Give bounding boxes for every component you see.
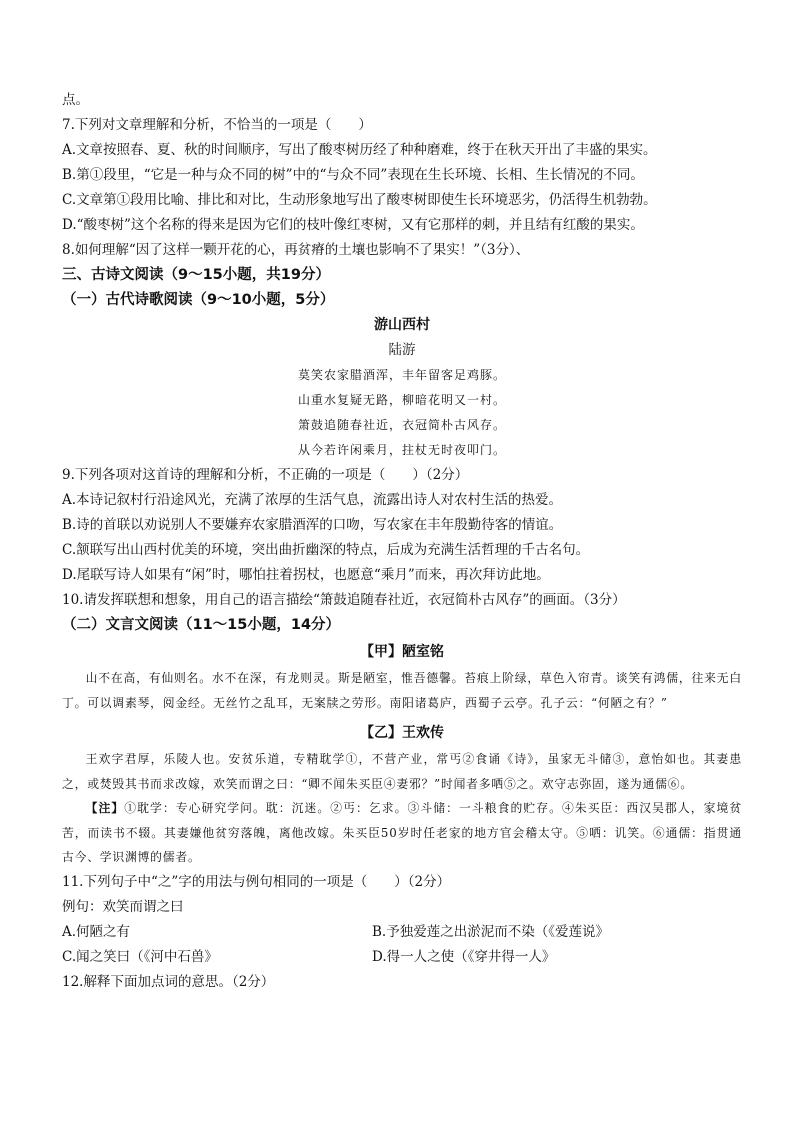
exam-page: [62, 88, 742, 995]
option-a: A.文章按照春、夏、秋的时间顺序，写出了酸枣树历经了种种磨难，终于在秋天开出了丰盛的果实。: [62, 142, 657, 158]
poem-author: 陆游: [388, 342, 416, 358]
text-a-block: [62, 638, 742, 715]
subsection-1-heading: （一）古代诗歌阅读（9～10小题，5分）: [62, 292, 335, 308]
text-line: 点。: [62, 92, 89, 108]
poem-line: 从今若许闲乘月，拄杖无时夜叩门。: [297, 443, 506, 457]
question-10: 10.请发挥联想和想象，用自己的语言描绘“箫鼓追随春社近，衣冠简朴古风存”的画面。（3分）: [62, 592, 626, 608]
question-9-stem: 9.下列各项对这首诗的理解和分析，不正确的一项是（ ）（2分）: [62, 467, 469, 483]
question-11-stem: 11.下列句子中“之”字的用法与例句相同的一项是（ ）（2分）: [62, 873, 451, 890]
option-row: [62, 945, 742, 970]
text-b-body: 王欢字君厚，乐陵人也。安贫乐道，专精耽学①，不营产业，常丐②食诵《诗》，虽家无斗储③，意怡如也。其妻患之，或焚毁其书而求改嫁，欢笑而谓之曰：“卿不闻朱买臣④妻邪？”时闻者多哂⑤之。欢守志弥固，遂为通儒⑥。: [62, 752, 742, 791]
option-c: C.文章第①段用比喻、排比和对比，生动形象地写出了酸枣树即使生长环境恶劣，仍活得生机勃勃。: [62, 192, 657, 208]
text-a-title: 【甲】陋室铭: [360, 644, 444, 660]
poem-line: 山重水复疑无路，柳暗花明又一村。: [297, 393, 506, 407]
question-8: 8.如何理解“因了这样一颗开花的心，再贫瘠的土壤也影响不了果实！”（3分）、: [62, 242, 530, 258]
option-c: C.闻之笑曰（《河中石兽》: [62, 948, 218, 965]
question-9-block: [62, 463, 742, 613]
annotation-text: ①耽学：专心研究学问。耽：沉迷。②丐：乞求。③斗储：一斗粮食的贮存。④朱买臣：西汉吴郡人，家境贫苦，而读书不辍。其妻嫌他贫穷落魄，离他改嫁。朱买臣50岁时任老家的地方官会稽太守。⑤哂：讥笑。⑥通儒：指贯通古今、学识渊博的儒者。: [62, 801, 743, 864]
poem-title: 游山西村: [374, 317, 430, 333]
question-7-block: [62, 88, 742, 263]
option-a: A.本诗记叙村行沿途风光，充满了浓厚的生活气息，流露出诗人对农村生活的热爱。: [62, 492, 563, 508]
option-c: C.颔联写出山西村优美的环境，突出曲折幽深的特点，后成为充满生活哲理的千古名句。: [62, 542, 590, 558]
section-3-heading: 三、古诗文阅读（9～15小题，共19分）: [62, 267, 330, 283]
question-12: 12.解释下面加点词的意思。（2分）: [62, 973, 275, 990]
option-b: B.予独爱莲之出淤泥而不染（《爱莲说》: [372, 923, 609, 940]
question-7-stem: 7.下列对文章理解和分析，不恰当的一项是（ ）: [62, 117, 372, 133]
option-d: D.得一人之使（《穿井得一人》: [372, 948, 556, 965]
question-11-example: 例句：欢笑而谓之曰: [62, 898, 184, 915]
text-b-block: [62, 719, 742, 870]
option-d: D.尾联写诗人如果有“闲”时，哪怕拄着拐杖，也愿意“乘月”而来，再次拜访此地。: [62, 567, 550, 583]
option-row: [62, 920, 742, 945]
option-b: B.第①段里，“它是一种与众不同的树”中的“与众不同”表现在生长环境、长相、生长情况的不同。: [62, 167, 644, 183]
text-a-body: 山不在高，有仙则名。水不在深，有龙则灵。斯是陋室，惟吾德馨。苔痕上阶绿，草色入帘青。谈笑有鸿儒，往来无白丁。可以调素琴，阅金经。无丝竹之乱耳，无案牍之劳形。南阳诸葛庐，西蜀子云亭。孔子云：“何陋之有？”: [62, 671, 742, 710]
text-b-title: 【乙】王欢传: [360, 725, 444, 741]
annotation: [62, 796, 742, 870]
option-d: D.“酸枣树”这个名称的得来是因为它们的枝叶像红枣树，又有它那样的刺，并且结有红酸的果实。: [62, 217, 644, 233]
poem-line: 莫笑农家腊酒浑，丰年留客足鸡豚。: [297, 368, 506, 382]
poem-block: [62, 313, 742, 463]
option-b: B.诗的首联以劝说别人不要嫌弃农家腊酒浑的口吻，写农家在丰年殷勤待客的情谊。: [62, 517, 563, 533]
poem-line: 箫鼓追随春社近，衣冠简朴古风存。: [297, 418, 506, 432]
question-11-block: [62, 870, 742, 970]
annotation-tag: 【注】: [85, 801, 125, 815]
option-a: A.何陋之有: [62, 923, 131, 940]
subsection-2-heading: （二）文言文阅读（11～15小题，14分）: [62, 617, 341, 633]
